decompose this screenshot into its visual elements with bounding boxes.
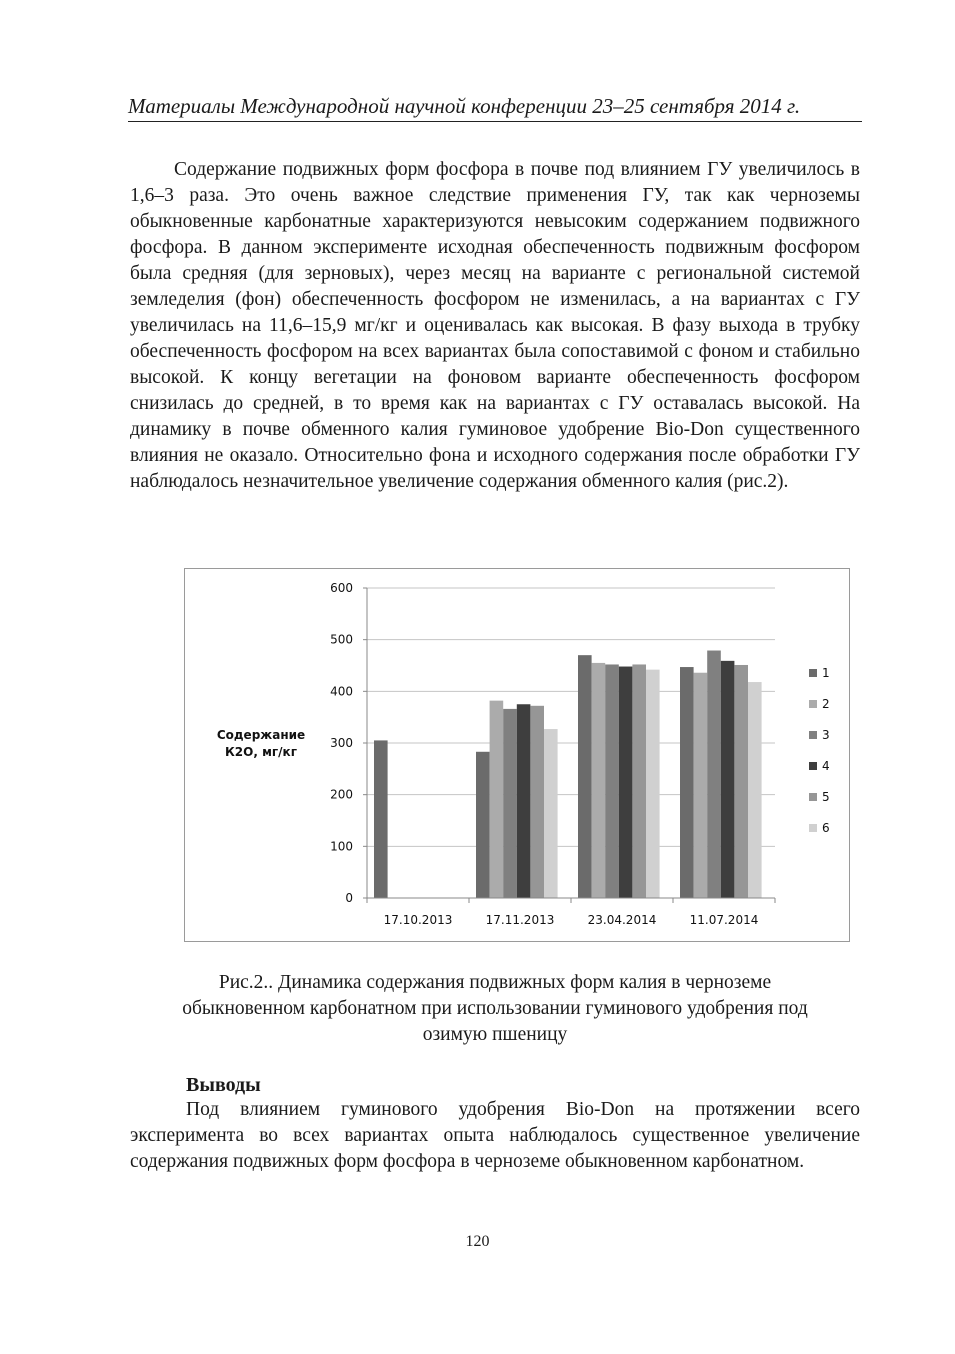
bar-series-3 (503, 709, 517, 898)
chart-y-ticks (330, 581, 353, 905)
legend-label-3: 3 (822, 728, 830, 742)
bar-series-3 (605, 664, 619, 898)
body-paragraph-1: Содержание подвижных форм фосфора в почве под влиянием ГУ увеличилось в 1,6–3 раза. Это очень важное следствие применения ГУ, так как черноземы обыкновенные карбонатные характеризуются невысоким содержанием подвижного фосфора. В данном эксперименте исходная обеспеченность подвижным фосфором была средняя (для зерновых), через месяц на варианте с региональной системой земледелия (фон) обеспеченность фосфором не изменилась, а на вариантах с ГУ увеличилась на 11,6–15,9 мг/кг и оценивалась как высокая. В фазу выхода в трубку обеспеченность фосфором на всех вариантах была сопоставимой с фоном и стабильно высокой. К концу вегетации на фоновом варианте обеспеченность фосфором снизилась до средней, в то время как на вариантах с ГУ оставалась высокой. На динамику в почве обменного калия гуминовое удобрение Bio-Don существенного влияния не оказало. Относительно фона и исходного содержания после обработки ГУ наблюдалось незначительное увеличение содержания обменного калия (рис.2). (130, 159, 860, 492)
bar-series-5 (734, 665, 748, 898)
y-tick-label: 600 (330, 581, 353, 595)
legend-swatch-4 (809, 762, 817, 770)
bar-series-3 (707, 651, 721, 898)
legend-label-5: 5 (822, 790, 830, 804)
legend-swatch-5 (809, 793, 817, 801)
bar-chart (185, 569, 849, 941)
bar-series-5 (632, 664, 646, 898)
bar-series-1 (680, 667, 694, 898)
figure-chart (184, 568, 850, 942)
x-tick-label: 23.04.2014 (587, 913, 657, 927)
x-tick-label: 11.07.2014 (689, 913, 759, 927)
legend-swatch-1 (809, 669, 817, 677)
page-number: 120 (465, 1233, 490, 1250)
y-tick-label: 0 (345, 891, 353, 905)
chart-x-ticks (384, 913, 759, 927)
bar-series-6 (544, 729, 558, 898)
legend-swatch-6 (809, 824, 817, 832)
y-tick-label: 200 (330, 787, 353, 802)
body-paragraph-2: Под влиянием гуминового удобрения Bio-Don на протяжении всего эксперимента во всех вариантах опыта наблюдалось существенное увеличение содержания подвижных форм фосфора в черноземе обыкновенном карбонатном. (130, 1099, 860, 1172)
bar-series-5 (530, 706, 544, 898)
y-tick-label: 400 (330, 684, 353, 699)
caption-line-1: Рис.2.. Динамика содержания подвижных форм калия в черноземе (218, 972, 772, 993)
y-axis-label-line2: К2О, мг/кг (225, 745, 297, 759)
legend-swatch-2 (809, 700, 817, 708)
bar-series-1 (578, 655, 592, 898)
bar-series-4 (619, 667, 633, 898)
bar-series-1 (374, 740, 388, 898)
y-axis-label-line1: Содержание (216, 728, 306, 742)
chart-bars (374, 651, 762, 898)
bar-series-6 (646, 670, 660, 898)
bar-series-2 (490, 701, 504, 898)
x-tick-label: 17.10.2013 (383, 913, 453, 927)
section-title-conclusions: Выводы (186, 1074, 261, 1096)
running-header: Материалы Международной научной конференции 23–25 сентября 2014 г. (128, 92, 862, 122)
legend-label-1: 1 (822, 666, 830, 680)
legend-swatch-3 (809, 731, 817, 739)
caption-line-3: озимую пшеницу (422, 1024, 568, 1045)
chart-legend (809, 666, 830, 835)
y-tick-label: 500 (330, 632, 353, 647)
y-tick-label: 300 (330, 736, 353, 750)
legend-label-6: 6 (822, 821, 830, 835)
x-tick-label: 17.11.2013 (485, 913, 555, 927)
legend-label-2: 2 (822, 697, 830, 711)
figure-caption (130, 970, 860, 1048)
bar-series-2 (694, 673, 708, 898)
bar-series-1 (476, 752, 490, 898)
caption-line-2: обыкновенном карбонатном при использовании гуминового удобрения под (182, 998, 808, 1019)
legend-label-4: 4 (822, 759, 830, 773)
bar-series-6 (748, 682, 762, 898)
bar-series-4 (721, 661, 735, 898)
bar-series-4 (517, 704, 531, 898)
y-tick-label: 100 (330, 839, 353, 854)
bar-series-2 (592, 663, 606, 898)
